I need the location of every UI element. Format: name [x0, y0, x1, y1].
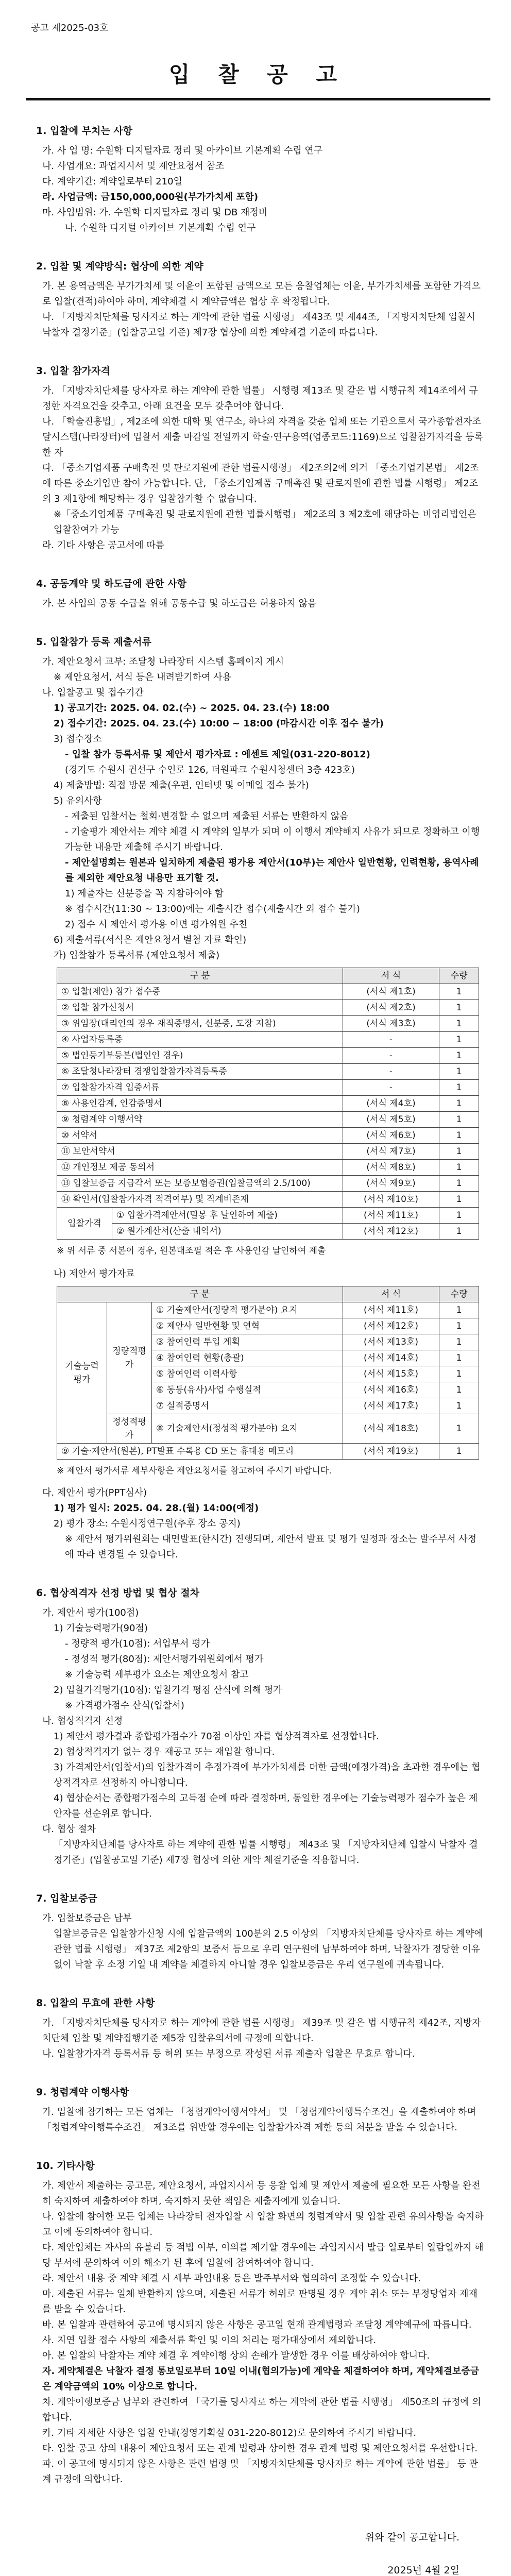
cell: (서식 제4호) — [343, 1096, 439, 1112]
cell: 1 — [439, 1096, 479, 1112]
group-cell: 정성적평가 — [107, 1414, 152, 1444]
s3-line: 가. 「지방자치단체를 당사자로 하는 계약에 관한 법률」 시행령 제13조 및 같은 법 시행규칙 제14조에서 규정한 자격요건을 갖추고, 아래 요건을 모두 갖추어야 합니다. — [42, 385, 478, 412]
cell: (서식 제10호) — [343, 1192, 439, 1208]
evaluation-docs-table — [57, 1286, 479, 1460]
cell: ⑪ 보안서약서 — [57, 1144, 343, 1160]
group-cell: 입찰가격 — [57, 1208, 112, 1240]
col-header: 서 식 — [343, 1286, 439, 1302]
s10-line: 사. 지연 입찰 접수 사항의 제출서류 확인 및 이의 처리는 평가대상에서 제외합니다. — [42, 2335, 377, 2346]
s6c-line: ※ 가격평가점수 산식(입찰서) — [65, 1700, 184, 1711]
s6c-line: - 정성적 평가(80점): 제안서평가위원회에서 평가 — [65, 1654, 264, 1665]
s5-line: ※ 접수시간(11:30 ~ 13:00)에는 제출시간 접수(제출시간 외 접수 불가) — [65, 904, 360, 914]
s5c-line: 1) 평가 일시: 2025. 04. 28.(월) 14:00(예정) — [54, 1503, 259, 1514]
table-header-row — [57, 1286, 479, 1302]
s10-line: 다. 제안업체는 자사의 유불리 등 적법 여부, 이의를 제기할 경우에는 과업지시서 발급 일로부터 열람일까지 해당 부서에 문의하여 이의 해소가 된 후에 입찰에 참여하여야 합니다. — [42, 2242, 484, 2268]
cell: 1 — [439, 1350, 479, 1366]
page-title: 입 찰 공 고 — [168, 62, 348, 87]
closing-statement: 위와 같이 공고합니다. — [365, 2532, 459, 2543]
cell: 1 — [439, 1016, 479, 1032]
submission-docs-intro: 6) 제출서류(서식은 제안요청서 별첨 자료 확인) — [54, 935, 247, 945]
cell: (서식 제19호) — [343, 1444, 439, 1460]
table-row — [57, 1224, 479, 1240]
s5-line: 나. 입찰공고 및 접수기간 — [42, 687, 144, 698]
cell: ④ 사업자등록증 — [57, 1032, 343, 1048]
evaluation-table-caption: 나) 제안서 평가자료 — [54, 1268, 135, 1279]
cell: (서식 제2호) — [343, 1000, 439, 1016]
cell: 1 — [439, 1302, 479, 1318]
cell: (서식 제9호) — [343, 1176, 439, 1192]
s7-line: 가. 입찰보증금은 납부 — [42, 1913, 132, 1924]
cell: 1 — [439, 984, 479, 1000]
cell: ⑩ 서약서 — [57, 1128, 343, 1144]
table-row — [57, 1208, 479, 1224]
cell: ② 원가계산서(산출 내역서) — [112, 1224, 343, 1240]
cell: ③ 참여인력 투입 계획 — [152, 1334, 343, 1350]
table-row — [57, 1176, 479, 1192]
cell: ② 입찰 참가신청서 — [57, 1000, 343, 1016]
s6c-line: ※ 기술능력 세부평가 요소는 제안요청서 참고 — [65, 1669, 249, 1680]
cell: ⑤ 법인등기부등본(법인인 경우) — [57, 1048, 343, 1064]
cell: ⑥ 동등(유사)사업 수행실적 — [152, 1382, 343, 1398]
s10-line: 라. 제안서 내용 중 계약 체결 시 세부 과업내용 등은 발주부서와 협의하여 조정할 수 있습니다. — [42, 2273, 421, 2284]
cell: (서식 제12호) — [343, 1318, 439, 1334]
section-3-heading: 3. 입찰 참가자격 — [36, 365, 110, 377]
section-8-heading: 8. 입찰의 무효에 관한 사항 — [36, 1997, 155, 2009]
cell: 1 — [439, 1048, 479, 1064]
s10-line: 자. 계약체결은 낙찰자 결정 통보일로부터 10일 이내(협의가능)에 계약을 체결하여야 하며, 계약체결보증금은 계약금액의 10% 이상으로 합니다. — [42, 2366, 480, 2392]
s9-line: 가. 입찰에 참가하는 모든 업체는 「청렴계약이행서약서」 및 「청렴계약이행특수조건」을 제출하여야 하며 「청렴계약이행특수조건」 제3조를 위반할 경우에는 입찰참가자격 제한 등의 처분을 받을 수 있습니다. — [42, 2107, 479, 2133]
s6c-line: 1) 기술능력평가(90점) — [54, 1623, 148, 1634]
cell: (서식 제7호) — [343, 1144, 439, 1160]
cell: ⑨ 기술·제안서(원본), PT발표 수록용 CD 또는 휴대용 메모리 — [57, 1444, 343, 1460]
cell: (서식 제1호) — [343, 984, 439, 1000]
table-row — [57, 1112, 479, 1128]
table-header-row — [57, 968, 479, 984]
s6c-line: 다. 협상 절차 — [42, 1824, 96, 1835]
cell: - — [343, 1064, 439, 1080]
s6c-line: 나. 협상적격자 선정 — [42, 1716, 123, 1726]
s5-line: (경기도 수원시 권선구 수인로 126, 더원파크 수원시청센터 3층 423호) — [65, 765, 355, 775]
s3-line: 다. 「중소기업제품 구매촉진 및 판로지원에 관한 법률시행령」 제2조의2에 의거 「중소기업기본법」 제2조에 따른 중소기업만 참여 가능합니다. 단, 「중소기업제품 구매촉진 및 판로지원에 관한 법률 시행령」 제2조의 3 제1항에 해당하는 경우 입찰참가할 수 없습니다. — [42, 463, 479, 504]
s5-line: - 입찰 참가 등록서류 및 제안서 평가자료 : 에센트 제일(031-220-8012) — [65, 749, 370, 760]
closing-date: 2025년 4월 2일 — [387, 2565, 459, 2576]
cell: (서식 제5호) — [343, 1112, 439, 1128]
col-header: 구 분 — [57, 968, 343, 984]
s1-line: 나. 사업개요: 과업지시서 및 제안요청서 참조 — [42, 161, 225, 172]
table-row — [57, 1160, 479, 1176]
s7-line: 입찰보증금은 입찰참가신청 시에 입찰금액의 100분의 2.5 이상의 「지방자치단체를 당사자로 하는 계약에 관한 법률 시행령」 제37조 제2항의 보증서 등으로 우리 연구원에 납부하여야 하며, 낙찰자가 정당한 이유 없이 낙찰 후 소정 기일 내 계약을 체결하지 아니할 경우 입찰보증금은 우리 연구원에 귀속됩니다. — [54, 1928, 486, 1970]
s5-line: ※ 제안요청서, 서식 등은 내려받기하여 사용 — [54, 672, 232, 683]
cell: 1 — [439, 1128, 479, 1144]
s6c-line: - 정량적 평가(10점): 서업부서 평가 — [65, 1638, 210, 1649]
cell: (서식 제6호) — [343, 1128, 439, 1144]
cell: ⑧ 사용인감계, 인감증명서 — [57, 1096, 343, 1112]
cell: 1 — [439, 1000, 479, 1016]
cell: (서식 제8호) — [343, 1160, 439, 1176]
s5c-line: ※ 제안서 평가위원회는 대면발표(한시간) 진행되며, 제안서 발표 및 평가 일정과 장소는 발주부서 사정에 따라 변경될 수 있습니다. — [65, 1534, 477, 1560]
cell: ① 기술제안서(정량적 평가분야) 요지 — [152, 1302, 343, 1318]
cell: 1 — [439, 1208, 479, 1224]
s1-line: 마. 사업범위: 가. 수원학 디지털자료 정리 및 DB 재정비 — [42, 207, 268, 218]
closing-block — [31, 2529, 459, 2576]
section-4-heading: 4. 공동계약 및 하도급에 관한 사항 — [36, 578, 187, 589]
cell: (서식 제17호) — [343, 1398, 439, 1414]
cell: ⑫ 개인정보 제공 동의서 — [57, 1160, 343, 1176]
cell: 1 — [439, 1224, 479, 1240]
cell: ⑤ 참여인력 이력사항 — [152, 1366, 343, 1382]
cell: (서식 제16호) — [343, 1382, 439, 1398]
cell: 1 — [439, 1382, 479, 1398]
s10-line: 카. 기타 자세한 사항은 입찰 안내(경영기획실 031-220-8012)로 문의하여 주시기 바랍니다. — [42, 2428, 417, 2438]
submission-table-caption: 가) 입찰참가 등록서류 (제안요청서 제출) — [54, 950, 220, 961]
s2-line: 가. 본 용역금액은 부가가치세 및 이윤이 포함된 금액으로 모든 응찰업체는 이윤, 부가가치세를 포함한 가격으로 입찰(견적)하여야 하며, 계약체결 시 계약금액은 협상 후 확정됩니다. — [42, 281, 481, 307]
s8-line: 나. 입찰참가자격 등록서류 등 허위 또는 부정으로 작성된 서류 제출자 입찰은 무효로 합니다. — [42, 2048, 415, 2059]
cell: ⑦ 실적증명서 — [152, 1398, 343, 1414]
table-row — [57, 1144, 479, 1160]
title-divider — [26, 98, 490, 100]
s1-line: 다. 계약기간: 계약일로부터 210일 — [42, 176, 182, 187]
cell: (서식 제12호) — [343, 1224, 439, 1240]
cell: 1 — [439, 1064, 479, 1080]
s2-line: 나. 「지방자치단체를 당사자로 하는 계약에 관한 법률 시행령」 제43조 및 제44조, 「지방자치단체 입찰시 낙찰자 결정기준」(입찰공고일 기준) 제7장 협상에 의한 계약체결 기준에 따릅니다. — [42, 312, 479, 338]
table-row — [57, 984, 479, 1000]
table-row — [57, 1048, 479, 1064]
cell: ① 입찰(제안) 참가 접수증 — [57, 984, 343, 1000]
s10-line: 파. 이 공고에 명시되지 않은 사항은 관련 법령 및 「지방자치단체를 당사자로 하는 계약에 관한 법률」 등 관계 규정에 의합니다. — [42, 2459, 479, 2485]
s5-line: 5) 유의사항 — [54, 795, 102, 806]
cell: - — [343, 1032, 439, 1048]
cell: 1 — [439, 1192, 479, 1208]
cell: ⑧ 기술제안서(정성적 평가분야) 요지 — [152, 1414, 343, 1444]
doc-number: 공고 제2025-03호 — [31, 23, 109, 33]
cell: 1 — [439, 1112, 479, 1128]
s5-line: 4) 제출방법: 직접 방문 제출(우편, 인터넷 및 이메일 접수 불가) — [54, 780, 309, 791]
cell: (서식 제14호) — [343, 1350, 439, 1366]
s10-line: 바. 본 입찰과 관련하여 공고에 명시되지 않은 사항은 공고일 현재 관계법령과 조달청 계약예규에 따릅니다. — [42, 2319, 472, 2330]
cell: (서식 제18호) — [343, 1414, 439, 1444]
submission-docs-table — [57, 968, 479, 1240]
table-note: ※ 위 서류 중 서본이 경우, 원본대조필 적은 후 사용인감 날인하여 제출 — [57, 1246, 326, 1256]
cell: 1 — [439, 1144, 479, 1160]
s8-line: 가. 「지방자치단체를 당사자로 하는 계약에 관한 법률 시행령」 제39조 및 같은 법 시행규칙 제42조, 지방자치단체 입찰 및 계약집행기준 제5장 입찰유의서에 규정에 의합니다. — [42, 2018, 481, 2044]
s5-line: - 제안설명회는 원본과 일치하게 제출된 평가용 제안서(10부)는 제안사 일반현황, 인력현황, 용역사례를 제외한 제안요청 내용만 표기할 것. — [65, 857, 479, 884]
s6c-line: 「지방자치단체를 당사자로 하는 계약에 관한 법률 시행령」 제43조 및 「지방자치단체 입찰시 낙찰자 결정기준」(입찰공고일 기준) 제7장 협상에 의한 계약 체결기준을 적용합니다. — [54, 1839, 478, 1866]
s3-line: 나. 「학술진흥법」, 제2조에 의한 대학 및 연구소, 하나의 자격을 갖춘 업체 또는 기관으로서 국가종합전자조달시스템(나라장터)에 입찰서 제출 마감일 전일까지 학술·연구용역(업종코드:1169)으로 입찰참가자격을 등록한 자 — [42, 416, 484, 458]
cell: 1 — [439, 1444, 479, 1460]
s5-line: 2) 접수 시 제안서 평가용 이면 평가위원 추천 — [65, 919, 248, 930]
cell: 1 — [439, 1032, 479, 1048]
cell: ⑨ 청렴계약 이행서약 — [57, 1112, 343, 1128]
section-9-heading: 9. 청렴계약 이행사항 — [36, 2087, 129, 2098]
s1-line: 라. 사업금액: 금150,000,000원(부가가치세 포함) — [42, 192, 259, 202]
cell: - — [343, 1048, 439, 1064]
cell: ④ 참여인력 현황(총괄) — [152, 1350, 343, 1366]
cell: 1 — [439, 1160, 479, 1176]
cell: 1 — [439, 1366, 479, 1382]
s5-line: 3) 접수장소 — [54, 734, 102, 744]
s5c-line: 다. 제안서 평가(PPT심사) — [42, 1487, 147, 1498]
cell: (서식 제15호) — [343, 1366, 439, 1382]
cell: ③ 위임장(대리인의 경우 재직증명서, 신분증, 도장 지참) — [57, 1016, 343, 1032]
cell: 1 — [439, 1318, 479, 1334]
cell: ① 입찰가격제안서(밀봉 후 날인하여 제출) — [112, 1208, 343, 1224]
cell: ⑦ 입찰참가자격 입증서류 — [57, 1080, 343, 1096]
table-row — [57, 1414, 479, 1444]
s6c-line: 4) 협상순서는 종합평가점수의 고득점 순에 따라 결정하며, 동일한 경우에는 기술능력평가 점수가 높은 제안자를 선순위로 합니다. — [54, 1793, 478, 1819]
s10-line: 차. 계약이행보증금 납부와 관련하여 「국가를 당사자로 하는 계약에 관한 법률 시행령」 제50조의 규정에 의합니다. — [42, 2397, 481, 2423]
cell: - — [343, 1080, 439, 1096]
group-cell: 기술능력평가 — [57, 1302, 107, 1444]
s5-line: 1) 공고기간: 2025. 04. 02.(수) ~ 2025. 04. 23.(수) 18:00 — [54, 703, 330, 714]
s5-line: 가. 제안요청서 교부: 조달청 나라장터 시스템 홈페이지 게시 — [42, 656, 284, 667]
table-row — [57, 1064, 479, 1080]
group-cell: 정량적평가 — [107, 1302, 152, 1414]
table-row — [57, 1192, 479, 1208]
section-10-heading: 10. 기타사항 — [36, 2160, 95, 2172]
cell: ⑭ 확인서(입찰참가자격 적격여부) 및 직계비존재 — [57, 1192, 343, 1208]
table-row — [57, 1096, 479, 1112]
col-header: 구 분 — [57, 1286, 343, 1302]
cell: (서식 제3호) — [343, 1016, 439, 1032]
s5-line: - 제출된 입찰서는 철회·변경할 수 없으며 제출된 서류는 반환하지 않음 — [65, 811, 349, 822]
col-header: 수량 — [439, 968, 479, 984]
table-row — [57, 1444, 479, 1460]
s10-line: 아. 본 입찰의 낙찰자는 계약 체결 후 계약이행 상의 손해가 발생한 경우 이를 배상하여야 합니다. — [42, 2350, 430, 2361]
s1-line: 나. 수원학 디지털 아카이브 기본계획 수립 연구 — [65, 223, 256, 233]
s5c-line: 2) 평가 장소: 수원시정연구원(추후 장소 공지) — [54, 1518, 241, 1529]
s6c-line: 1) 제안서 평가결과 종합평가점수가 70점 이상인 자를 협상적격자로 선정합니다. — [54, 1731, 379, 1742]
section-1-heading: 1. 입찰에 부치는 사항 — [36, 125, 133, 137]
s3-line: ※「중소기업제품 구매촉진 및 판로지원에 관한 법률시행령」 제2조의 3 제2호에 해당하는 비영리법인은 입찰참여가 가능 — [54, 509, 480, 535]
table-note: ※ 제안서 평가서류 세부사항은 제안요청서를 참고하여 주시기 바랍니다. — [57, 1466, 332, 1476]
section-6-heading: 6. 협상적격자 선정 방법 및 협상 절차 — [36, 1587, 200, 1599]
cell: ⑬ 입찰보증금 지급각서 또는 보증보험증권(입찰금액의 2.5/100) — [57, 1176, 343, 1192]
s6c-line: 2) 협상적격자가 없는 경우 재공고 또는 재입찰 합니다. — [54, 1747, 275, 1757]
s3-line: 라. 기타 사항은 공고서에 따름 — [42, 540, 165, 551]
s5-line: - 기술평가 제안서는 계약 체결 시 계약의 일부가 되며 이 이행서 계약해지 사유가 되므로 정확하고 이행가능한 내용만 제출해 주시기 바랍니다. — [65, 826, 480, 853]
col-header: 서 식 — [343, 968, 439, 984]
cell: 1 — [439, 1398, 479, 1414]
cell: 1 — [439, 1176, 479, 1192]
section-7-heading: 7. 입찰보증금 — [36, 1893, 97, 1904]
s10-line: 마. 제출된 서류는 일체 반환하지 않으며, 제출된 서류가 허위로 판명될 경우 계약 취소 또는 부정당업자 제재를 받을 수 있습니다. — [42, 2289, 478, 2315]
cell: 1 — [439, 1080, 479, 1096]
s6c-line: 2) 입찰가격평가(10점): 입찰가격 평점 산식에 의해 평가 — [54, 1685, 282, 1696]
table-row — [57, 1080, 479, 1096]
table-row — [57, 1302, 479, 1318]
s1-line: 가. 사 업 명: 수원학 디지털자료 정리 및 아카이브 기본계획 수립 연구 — [42, 145, 323, 156]
s10-line: 타. 입찰 공고 상의 내용이 제안요청서 또는 관계 법령과 상이한 경우 관계 법령 및 제안요청서를 우선합니다. — [42, 2443, 478, 2454]
s10-line: 나. 입찰에 참여한 모든 업체는 나라장터 전자입찰 시 입찰 화면의 청렴계약서 및 입찰 관련 유의사항을 숙지하고 이에 동의하여야 합니다. — [42, 2211, 484, 2238]
cell: (서식 제11호) — [343, 1302, 439, 1318]
col-header: 수량 — [439, 1286, 479, 1302]
table-row — [57, 1016, 479, 1032]
cell: ② 제안사 일반현황 및 연혁 — [152, 1318, 343, 1334]
table-row — [57, 1032, 479, 1048]
s5-line: 2) 접수기간: 2025. 04. 23.(수) 10:00 ~ 18:00 (마감시간 이후 접수 불가) — [54, 718, 384, 729]
s6c-line: 3) 가격제안서(입찰서)의 입찰가격이 추정가격에 부가가치세를 더한 금액(예정가격)을 초과한 경우에는 협상적격자로 선정하지 아니합니다. — [54, 1762, 481, 1788]
cell: 1 — [439, 1334, 479, 1350]
s6c-line: 가. 제안서 평가(100점) — [42, 1607, 139, 1618]
section-5-heading: 5. 입찰참가 등록 제출서류 — [36, 636, 151, 648]
s10-line: 가. 제안서 제출하는 공고문, 제안요청서, 과업지시서 등 응찰 업체 및 제안서 제출에 필요한 모든 사항을 완전히 숙지하여 제출하여야 하며, 숙지하지 못한 책임은 제출자에게 있습니다. — [42, 2180, 481, 2207]
cell: ⑥ 조달청나라장터 경쟁입찰참가자격등록증 — [57, 1064, 343, 1080]
cell: 1 — [439, 1414, 479, 1444]
table-row — [57, 1000, 479, 1016]
s4-line: 가. 본 사업의 공동 수급을 위해 공동수급 및 하도급은 허용하지 않음 — [42, 598, 317, 609]
cell: (서식 제13호) — [343, 1334, 439, 1350]
section-2-heading: 2. 입찰 및 계약방식: 협상에 의한 계약 — [36, 261, 203, 272]
table-row — [57, 1128, 479, 1144]
s5-line: 1) 제출자는 신분증을 꼭 지참하여야 함 — [65, 888, 224, 899]
cell: (서식 제11호) — [343, 1208, 439, 1224]
